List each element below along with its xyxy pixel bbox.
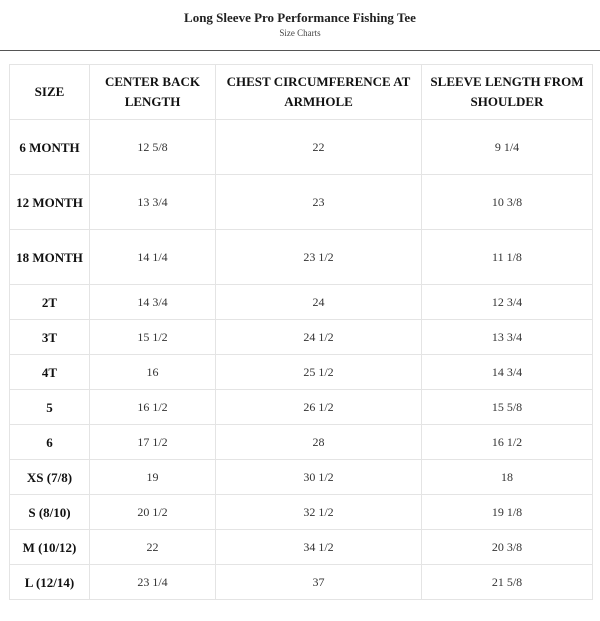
table-row — [10, 495, 593, 530]
table-row — [10, 390, 593, 425]
center-back-length-cell: 16 — [90, 355, 216, 390]
size-chart — [9, 64, 592, 600]
size-cell: 6 MONTH — [10, 120, 90, 175]
size-cell: XS (7/8) — [10, 460, 90, 495]
size-cell: 3T — [10, 320, 90, 355]
column-header-center-back-length: CENTER BACK LENGTH — [90, 65, 216, 120]
size-cell: 6 — [10, 425, 90, 460]
table-row — [10, 175, 593, 230]
center-back-length-cell: 13 3/4 — [90, 175, 216, 230]
sleeve-length-cell: 10 3/8 — [422, 175, 593, 230]
sleeve-length-cell: 19 1/8 — [422, 495, 593, 530]
center-back-length-cell: 15 1/2 — [90, 320, 216, 355]
size-cell: 2T — [10, 285, 90, 320]
chest-circumference-cell: 24 1/2 — [216, 320, 422, 355]
center-back-length-cell: 17 1/2 — [90, 425, 216, 460]
page-subtitle: Size Charts — [279, 28, 321, 38]
column-header-chest-circumference: CHEST CIRCUMFERENCE AT ARMHOLE — [216, 65, 422, 120]
sleeve-length-cell: 11 1/8 — [422, 230, 593, 285]
table-row — [10, 425, 593, 460]
sleeve-length-cell: 13 3/4 — [422, 320, 593, 355]
chest-circumference-cell: 28 — [216, 425, 422, 460]
chest-circumference-cell: 30 1/2 — [216, 460, 422, 495]
chest-circumference-cell: 34 1/2 — [216, 530, 422, 565]
center-back-length-cell: 16 1/2 — [90, 390, 216, 425]
table-body — [10, 120, 593, 600]
table-row — [10, 355, 593, 390]
size-cell: 4T — [10, 355, 90, 390]
center-back-length-cell: 22 — [90, 530, 216, 565]
column-header-size: SIZE — [10, 65, 90, 120]
sleeve-length-cell: 16 1/2 — [422, 425, 593, 460]
chest-circumference-cell: 24 — [216, 285, 422, 320]
page-title: Long Sleeve Pro Performance Fishing Tee — [184, 10, 416, 25]
size-cell: 18 MONTH — [10, 230, 90, 285]
chest-circumference-cell: 22 — [216, 120, 422, 175]
center-back-length-cell: 19 — [90, 460, 216, 495]
size-cell: 12 MONTH — [10, 175, 90, 230]
chest-circumference-cell: 32 1/2 — [216, 495, 422, 530]
sleeve-length-cell: 14 3/4 — [422, 355, 593, 390]
table-row — [10, 285, 593, 320]
table-row — [10, 565, 593, 600]
size-cell: S (8/10) — [10, 495, 90, 530]
center-back-length-cell: 20 1/2 — [90, 495, 216, 530]
chest-circumference-cell: 26 1/2 — [216, 390, 422, 425]
sleeve-length-cell: 15 5/8 — [422, 390, 593, 425]
center-back-length-cell: 14 1/4 — [90, 230, 216, 285]
chest-circumference-cell: 25 1/2 — [216, 355, 422, 390]
table-row — [10, 320, 593, 355]
center-back-length-cell: 14 3/4 — [90, 285, 216, 320]
table-row — [10, 120, 593, 175]
chest-circumference-cell: 23 — [216, 175, 422, 230]
table-row — [10, 530, 593, 565]
size-cell: L (12/14) — [10, 565, 90, 600]
size-cell: M (10/12) — [10, 530, 90, 565]
table-header-row — [10, 65, 593, 120]
sleeve-length-cell: 12 3/4 — [422, 285, 593, 320]
sleeve-length-cell: 9 1/4 — [422, 120, 593, 175]
size-chart-table — [9, 64, 593, 600]
table-row — [10, 460, 593, 495]
chest-circumference-cell: 37 — [216, 565, 422, 600]
page-header — [0, 0, 600, 51]
sleeve-length-cell: 21 5/8 — [422, 565, 593, 600]
center-back-length-cell: 23 1/4 — [90, 565, 216, 600]
sleeve-length-cell: 18 — [422, 460, 593, 495]
chest-circumference-cell: 23 1/2 — [216, 230, 422, 285]
table-row — [10, 230, 593, 285]
sleeve-length-cell: 20 3/8 — [422, 530, 593, 565]
size-cell: 5 — [10, 390, 90, 425]
center-back-length-cell: 12 5/8 — [90, 120, 216, 175]
column-header-sleeve-length: SLEEVE LENGTH FROM SHOULDER — [422, 65, 593, 120]
